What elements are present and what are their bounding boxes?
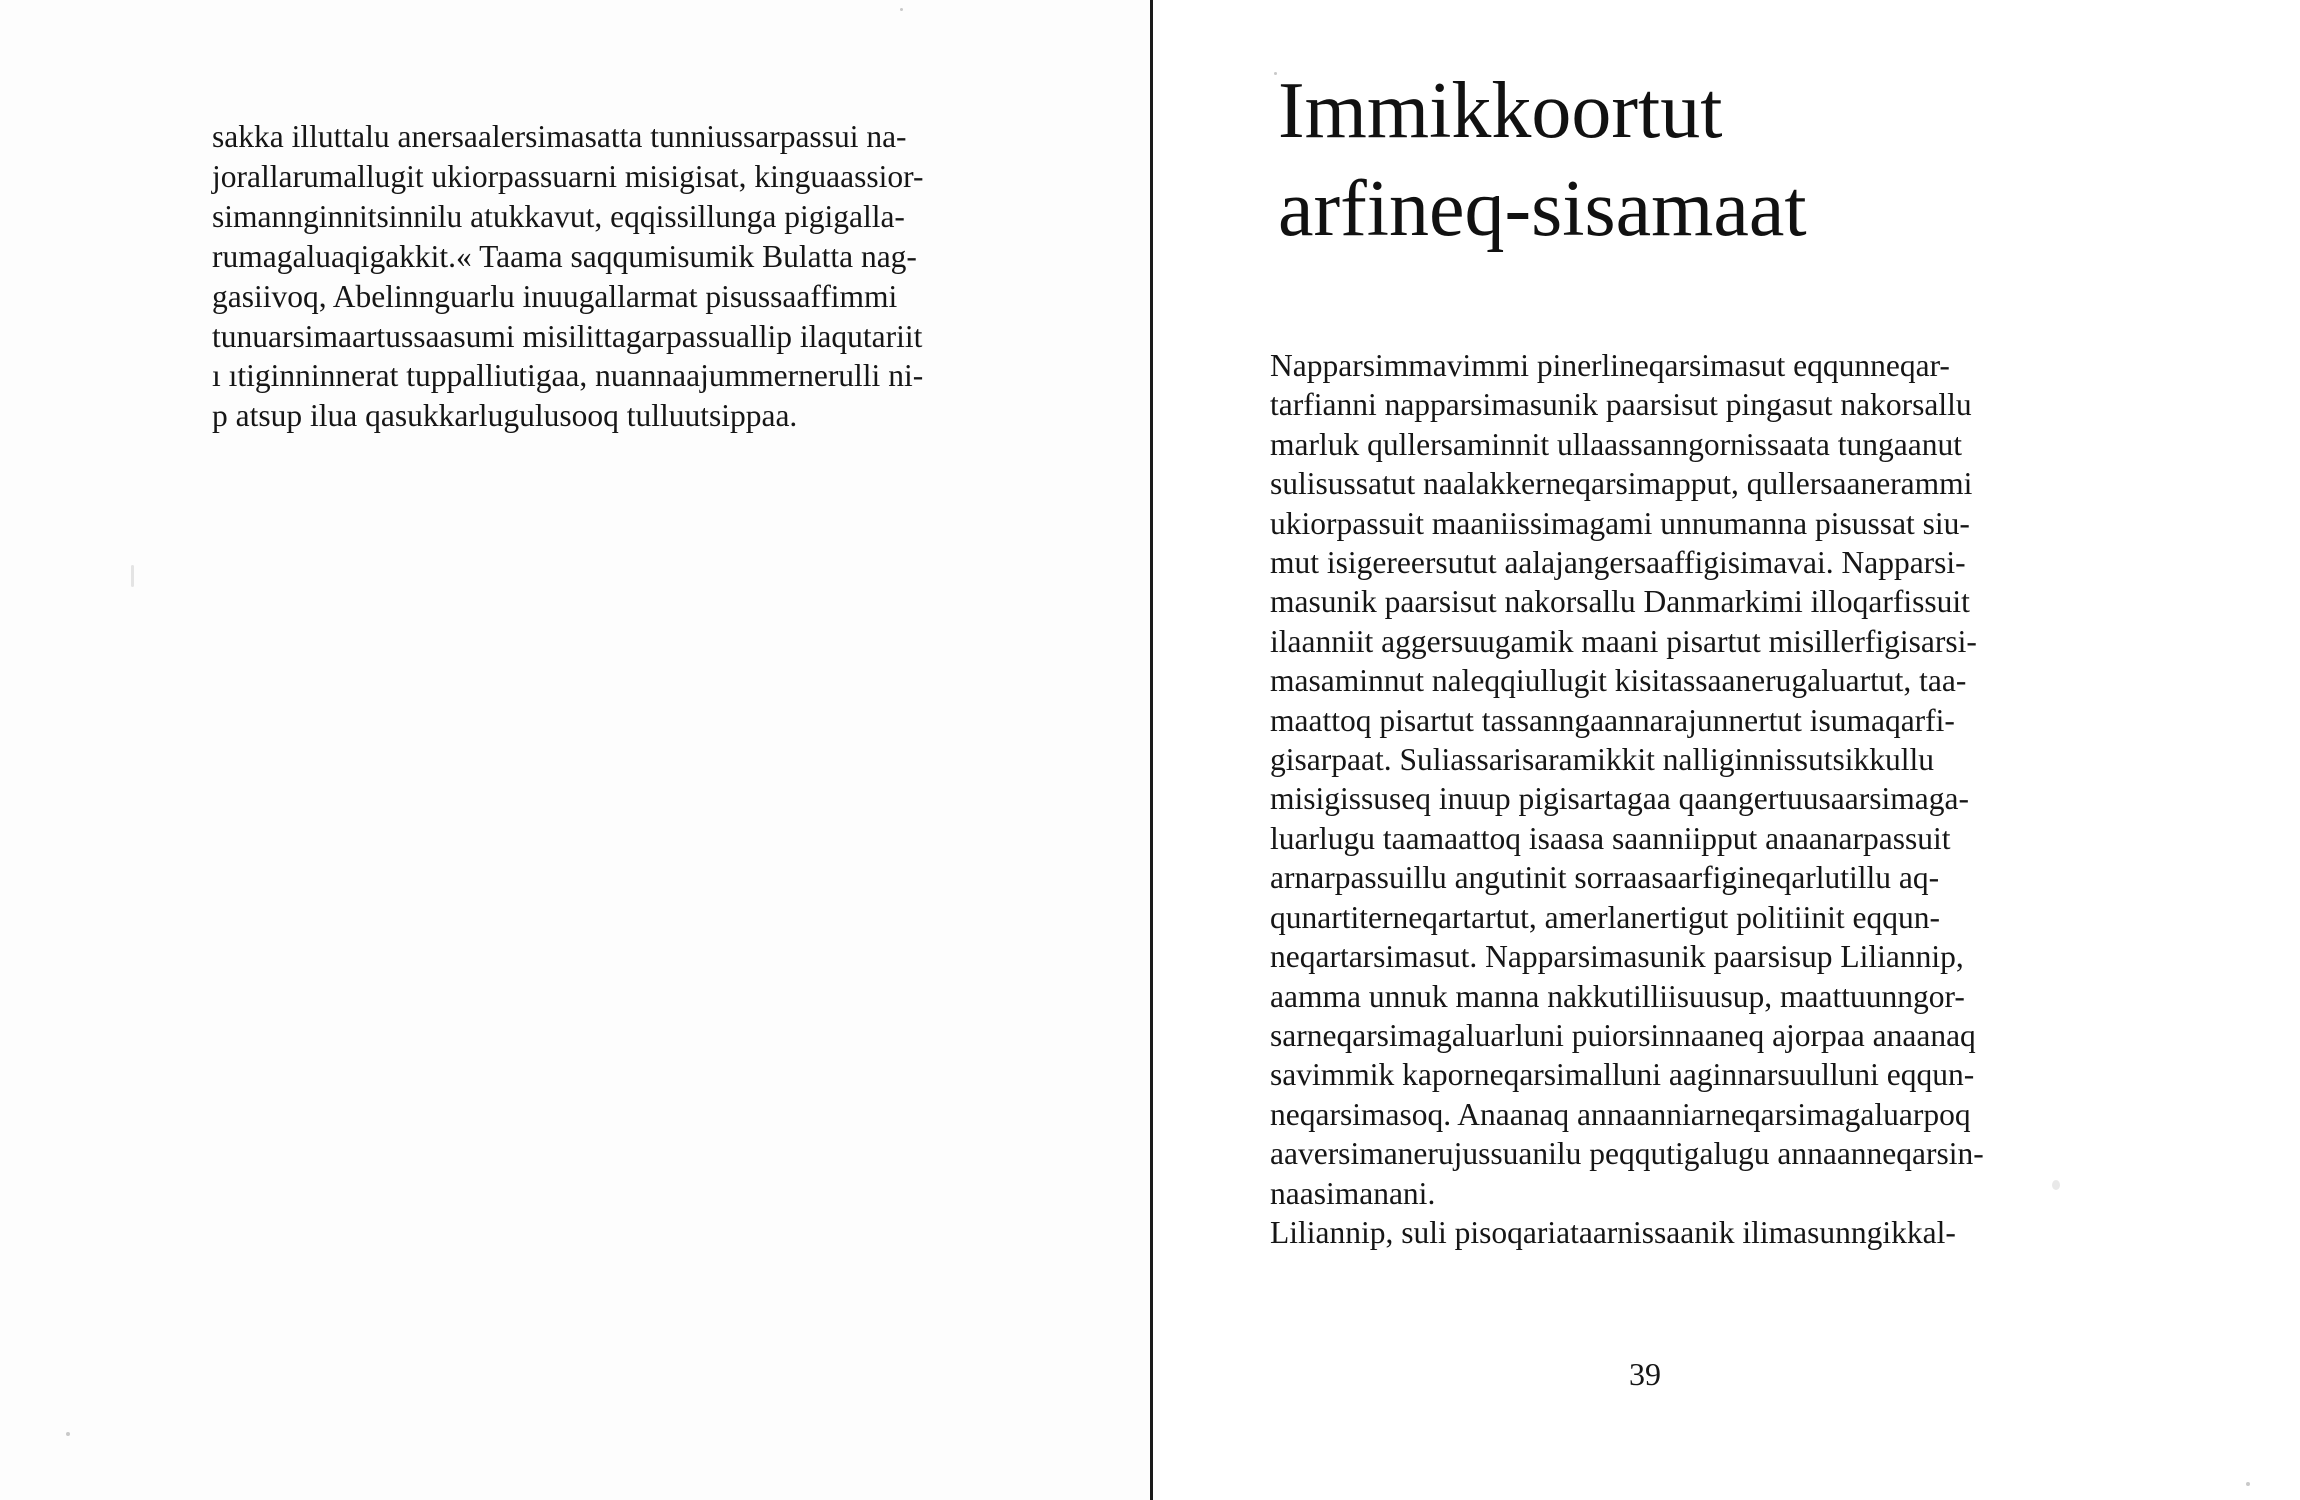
- text-line: ilaanniit aggersuugamik maani pisartut misillerfigisarsi-: [1270, 623, 1977, 659]
- text-line: luarlugu taamaattoq isaasa saanniipput anaanarpassuit: [1270, 820, 1951, 856]
- text-line: gisarpaat. Suliassarisaramikkit nalliginnissutsikkullu: [1270, 742, 1935, 778]
- paper-speck: [2052, 1180, 2060, 1190]
- text-line: tunuarsimaartussaasumi misilittagarpassuallip ilaqutariit: [212, 318, 923, 354]
- paper-speck: [1274, 72, 1277, 75]
- text-line: arnarpassuillu angutinit sorraasaarfigineqarlutillu aq-: [1270, 860, 1940, 896]
- text-line: sulisussatut naalakkerneqarsimapput, qullersaanerammi: [1270, 466, 1973, 502]
- text-line: p atsup ilua qasukkarlugulusooq tulluutsippaa.: [212, 398, 798, 434]
- text-line: gasiivoq, Abelinnguarlu inuugallarmat pisussaaffimmi: [212, 278, 898, 314]
- text-line: masaminnut naleqqiullugit kisitassaanerugaluartut, taa-: [1270, 663, 1967, 699]
- paper-speck: [66, 1432, 70, 1436]
- text-line: sarneqarsimagaluarluni puiorsinnaaneq ajorpaa anaanaq: [1270, 1017, 1976, 1053]
- text-line: simannginnitsinnilu atukkavut, eqqissillunga pigigalla-: [212, 198, 905, 234]
- text-line: ı ıtiginninnerat tuppalliutigaa, nuannaajummernerulli ni-: [212, 358, 924, 394]
- text-line: ukiorpassuit maaniissimagami unnumanna pisussat siu-: [1270, 505, 1970, 541]
- left-page-text: [212, 117, 972, 436]
- text-line: savimmik kaporneqarsimalluni aaginnarsuulluni eqqun-: [1270, 1057, 1975, 1093]
- text-line: Liliannip, suli pisoqariataarnissaanik ilimasunngikkal-: [1270, 1214, 1956, 1250]
- text-line: qunartiterneqartartut, amerlanertigut politiinit eqqun-: [1270, 899, 1941, 935]
- text-line: sakka illuttalu anersaalersimasatta tunniussarpassui na-: [212, 119, 907, 154]
- text-line: masunik paarsisut nakorsallu Danmarkimi illoqarfissuit: [1270, 584, 1970, 620]
- text-line: tarfianni napparsimasunik paarsisut pingasut nakorsallu: [1270, 387, 1972, 423]
- paper-speck: [131, 565, 134, 587]
- text-line: neqartarsimasut. Napparsimasunik paarsisup Liliannip,: [1270, 939, 1964, 975]
- text-line: marluk qullersaminnit ullaassanngornissaata tungaanut: [1270, 426, 1962, 462]
- text-line: mut isigereersutut aalajangersaaffigisimavai. Napparsi-: [1270, 545, 1966, 581]
- text-line: aamma unnuk manna nakkutilliisuusup, maattuunngor-: [1270, 978, 1965, 1014]
- page-number: 39: [1629, 1356, 1661, 1392]
- chapter-title: [1278, 62, 1807, 258]
- text-line: maattoq pisartut tassanngaannarajunnertut isumaqarfi-: [1270, 702, 1955, 738]
- text-line: naasimanani.: [1270, 1175, 1436, 1211]
- page-gutter-divider: [1150, 0, 1153, 1500]
- chapter-title-line: Immikkoortut: [1278, 67, 1723, 155]
- text-line: jorallarumallugit ukiorpassuarni misigisat, kinguaassior-: [212, 158, 924, 194]
- paper-speck: [900, 8, 903, 11]
- text-line: Napparsimmavimmi pinerlineqarsimasut eqqunneqar-: [1270, 348, 1950, 383]
- chapter-title-line: arfineq-sisamaat: [1278, 165, 1807, 253]
- right-page-text: [1270, 346, 2030, 1252]
- paper-speck: [2246, 1482, 2250, 1486]
- text-line: aaversimanerujussuanilu peqqutigalugu annaanneqarsin-: [1270, 1136, 1984, 1172]
- text-line: neqarsimasoq. Anaanaq annaanniarneqarsimagaluarpoq: [1270, 1096, 1971, 1132]
- text-line: rumagaluaqigakkit.« Taama saqqumisumik Bulatta nag-: [212, 238, 917, 274]
- text-line: misigissuseq inuup pigisartagaa qaangertuusaarsimaga-: [1270, 781, 1969, 817]
